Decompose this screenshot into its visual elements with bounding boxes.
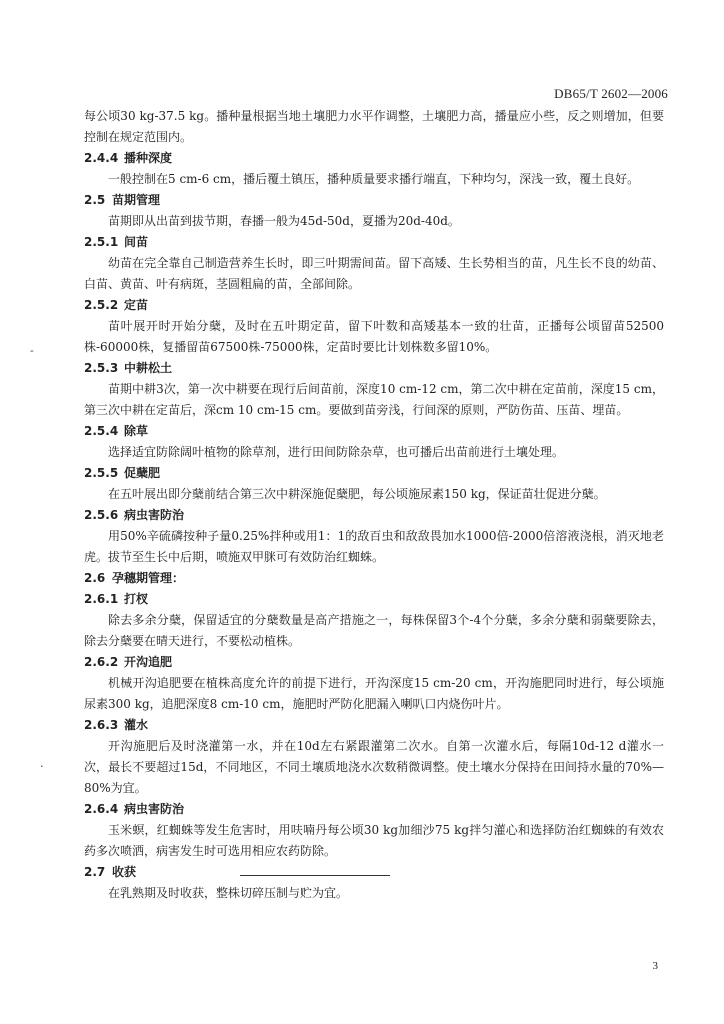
section-number: 2.6 (84, 571, 106, 585)
section-heading (84, 589, 664, 610)
section-number: 2.5.6 (84, 508, 119, 522)
page-number: 3 (652, 960, 658, 972)
section-heading (84, 421, 664, 442)
section-number: 2.6.3 (84, 718, 119, 732)
section-title: 中耕松土 (124, 361, 173, 375)
section-heading (84, 652, 664, 673)
section-number: 2.5.2 (84, 298, 119, 312)
section-title: 收获 (112, 865, 137, 879)
section-title: 促蘖肥 (124, 466, 161, 480)
margin-mark: · (40, 760, 44, 773)
section-title: 除草 (124, 424, 149, 438)
section-heading (84, 232, 664, 253)
body-paragraph: 机械开沟追肥要在植株高度允许的前提下进行，开沟深度15 cm-20 cm，开沟施肥同时进行，每公顷施尿素300 kg，追肥深度8 cm-10 cm，施肥时严防化肥漏入喇叭口内烧伤叶片。 (84, 676, 664, 711)
body-paragraph: 用50%辛硫磷按种子量0.25%拌种或用1：1的敌百虫和敌敌畏加水1000倍-2000倍溶液浇根，消灭地老虎。拔节至生长中后期，喷施双甲脒可有效防治红蜘蛛。 (84, 529, 664, 564)
section-heading (84, 862, 664, 883)
section-heading (84, 190, 664, 211)
section-title: 定苗 (124, 298, 149, 312)
section-number: 2.5.3 (84, 361, 119, 375)
section-number: 2.7 (84, 865, 106, 879)
section-title: 间苗 (124, 235, 149, 249)
document-code: DB65/T 2602—2006 (554, 86, 668, 101)
section-number: 2.5 (84, 193, 106, 207)
section-number: 2.6.1 (84, 592, 119, 606)
section-heading (84, 148, 664, 169)
body-paragraph: 苗期中耕3次，第一次中耕要在现行后间苗前，深度10 cm-12 cm，第二次中耕在定苗前，深度15 cm，第三次中耕在定苗后，深cm 10 cm-15 cm。要做到苗旁浅，行间深的原则，严防伤苗、压苗、埋苗。 (84, 382, 664, 417)
section-number: 2.6.4 (84, 802, 119, 816)
body-paragraph: 一般控制在5 cm-6 cm，播后覆土镇压，播种质量要求播行端直，下种均匀，深浅一致，覆土良好。 (108, 172, 640, 186)
section-heading (84, 358, 664, 379)
section-heading (84, 568, 664, 589)
body-paragraph: 除去多余分蘖，保留适宜的分蘖数量是高产措施之一，每株保留3个-4个分蘖，多余分蘖和弱蘖要除去，除去分蘖要在晴天进行，不要松动植株。 (84, 613, 664, 648)
section-heading (84, 505, 664, 526)
section-heading (84, 799, 664, 820)
section-number: 2.5.1 (84, 235, 119, 249)
body-paragraph: 在乳熟期及时收获，整株切碎压制与贮为宜。 (108, 886, 349, 900)
body-paragraph: 开沟施肥后及时浇灌第一水，并在10d左右紧跟灌第二次水。自第一次灌水后，每隔10d-12 d灌水一次，最长不要超过15d，不同地区，不同土壤质地浇水次数稍微调整。使土壤水分保持在田间持水量的70%—80%为宜。 (84, 739, 664, 795)
section-number: 2.5.4 (84, 424, 119, 438)
section-number: 2.4.4 (84, 151, 119, 165)
body-paragraph: 幼苗在完全靠自己制造营养生长时，即三叶期需间苗。留下高矮、生长势相当的苗，凡生长不良的幼苗、白苗、黄苗、叶有病斑，茎圆粗扁的苗，全部间除。 (84, 256, 664, 291)
section-title: 孕穗期管理： (112, 571, 185, 585)
body-paragraph: 选择适宜防除阔叶植物的除草剂，进行田间防除杂草，也可播后出苗前进行土壤处理。 (108, 445, 565, 459)
section-number: 2.6.2 (84, 655, 119, 669)
end-rule (240, 875, 390, 876)
body-paragraph: 苗叶展开时开始分蘖，及时在五叶期定苗，留下叶数和高矮基本一致的壮苗，正播每公顷留苗52500株-60000株，复播留苗67500株-75000株，定苗时要比计划株数多留10%。 (84, 319, 664, 354)
section-title: 播种深度 (124, 151, 173, 165)
section-title: 苗期管理 (112, 193, 161, 207)
section-heading (84, 295, 664, 316)
section-title: 病虫害防治 (124, 508, 185, 522)
section-title: 打杈 (124, 592, 149, 606)
document-body (84, 106, 664, 904)
body-paragraph: 在五叶展出即分蘖前结合第三次中耕深施促蘖肥，每公顷施尿素150 kg，保证苗壮促进分蘖。 (108, 487, 606, 501)
section-heading (84, 463, 664, 484)
body-paragraph: 每公顷30 kg-37.5 kg。播种量根据当地土壤肥力水平作调整，土壤肥力高，播量应小些，反之则增加，但要控制在规定范围内。 (84, 109, 664, 144)
section-number: 2.5.5 (84, 466, 119, 480)
body-paragraph: 苗期即从出苗到拔节期，春播一般为45d-50d，夏播为20d-40d。 (108, 214, 460, 228)
section-title: 灌水 (124, 718, 149, 732)
section-title: 病虫害防治 (124, 802, 185, 816)
section-title: 开沟追肥 (124, 655, 173, 669)
margin-mark: - (30, 344, 34, 357)
body-paragraph: 玉米螟，红蜘蛛等发生危害时，用呋喃丹每公顷30 kg加细沙75 kg拌匀灌心和选择防治红蜘蛛的有效农药多次喷洒，病害发生时可选用相应农药防除。 (84, 823, 664, 858)
section-heading (84, 715, 664, 736)
